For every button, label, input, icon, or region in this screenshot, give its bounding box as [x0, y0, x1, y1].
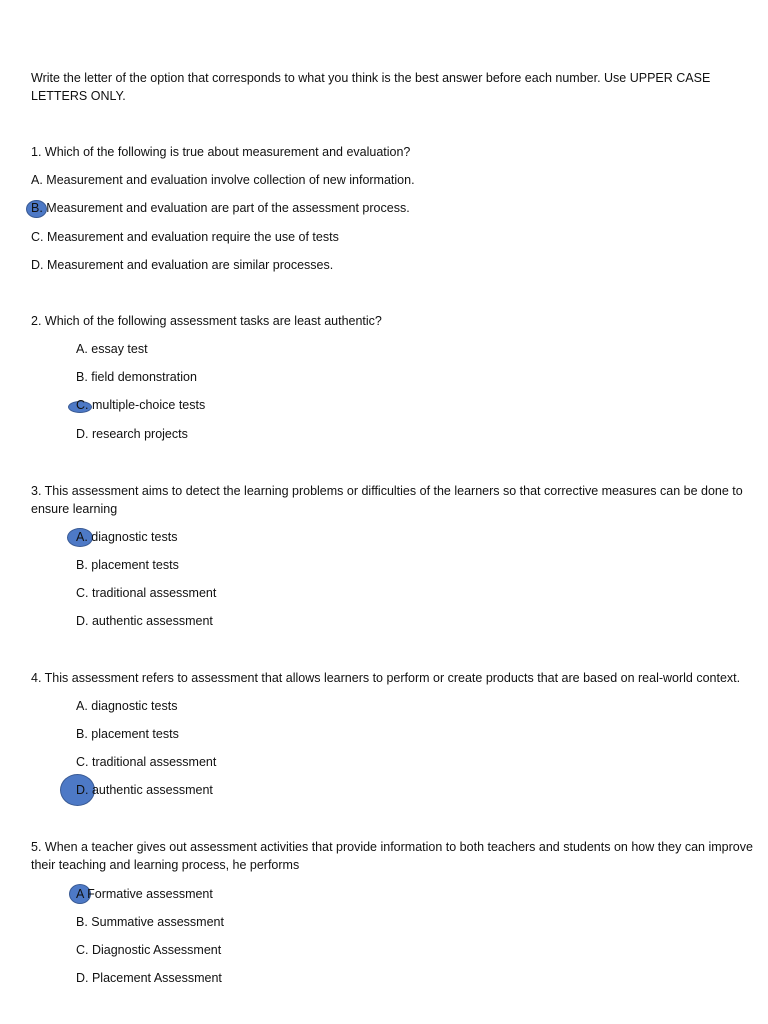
- option-text: Measurement and evaluation require the use of tests: [43, 230, 339, 244]
- q5-option-a: [76, 885, 213, 903]
- option-letter: D.: [76, 783, 89, 797]
- option-text: authentic assessment: [88, 614, 213, 628]
- q5-option-d: [76, 969, 222, 987]
- q4-option-b: [76, 725, 179, 743]
- question-5: 5. When a teacher gives out assessment activities that provide information to both teachers and students on how they can improve their teaching and learning process, he performs: [31, 840, 753, 872]
- option-text: diagnostic tests: [87, 530, 178, 544]
- option-letter: D.: [31, 258, 44, 272]
- option-letter: C.: [76, 586, 89, 600]
- option-text: placement tests: [87, 558, 179, 572]
- q4-option-d: [76, 781, 213, 799]
- option-text: traditional assessment: [88, 755, 217, 769]
- option-text: Diagnostic Assessment: [88, 943, 222, 957]
- option-letter: B.: [76, 558, 88, 572]
- q1-option-a: [31, 171, 415, 189]
- q2-option-b: [76, 368, 197, 386]
- option-letter: A.: [76, 530, 88, 544]
- option-text: research projects: [88, 427, 188, 441]
- option-letter: A.: [76, 699, 88, 713]
- option-letter: A.: [76, 342, 88, 356]
- option-letter: C.: [76, 755, 89, 769]
- option-letter: B.: [76, 727, 88, 741]
- q2-option-c: [76, 396, 205, 414]
- option-text: multiple-choice tests: [88, 398, 206, 412]
- option-text: placement tests: [87, 727, 179, 741]
- option-letter: B.: [31, 201, 43, 215]
- instructions-text: Write the letter of the option that corresponds to what you think is the best answer before each number. Use UPPER CASE LETTERS ONLY.: [31, 71, 711, 103]
- option-text: authentic assessment: [88, 783, 213, 797]
- option-letter: B.: [76, 915, 88, 929]
- q1-option-b: [31, 199, 410, 217]
- option-text: Measurement and evaluation are part of the assessment process.: [42, 201, 410, 215]
- option-letter: B.: [76, 370, 88, 384]
- option-letter: D.: [76, 614, 89, 628]
- option-text: Measurement and evaluation are similar processes.: [43, 258, 334, 272]
- q1-option-d: [31, 256, 333, 274]
- option-text: diagnostic tests: [87, 699, 178, 713]
- question-3: 3. This assessment aims to detect the learning problems or difficulties of the learners so that corrective measures can be done to ensure learning: [31, 484, 743, 516]
- option-text: Measurement and evaluation involve collection of new information.: [42, 173, 415, 187]
- option-text: field demonstration: [87, 370, 197, 384]
- q3-option-a: [76, 528, 177, 546]
- question-4: 4. This assessment refers to assessment that allows learners to perform or create products that are based on real-world context.: [31, 671, 741, 685]
- q5-option-c: [76, 941, 221, 959]
- option-letter: A.: [31, 173, 43, 187]
- option-letter: D.: [76, 971, 89, 985]
- option-letter: C.: [76, 943, 89, 957]
- q2-option-a: [76, 340, 148, 358]
- q3-option-c: [76, 584, 216, 602]
- q3-option-b: [76, 556, 179, 574]
- option-letter: A: [76, 887, 84, 901]
- q4-option-a: [76, 697, 177, 715]
- option-text: Summative assessment: [87, 915, 224, 929]
- option-text: essay test: [87, 342, 148, 356]
- option-letter: D.: [76, 427, 89, 441]
- q3-option-d: [76, 612, 213, 630]
- option-text: traditional assessment: [88, 586, 217, 600]
- option-text: Placement Assessment: [88, 971, 222, 985]
- option-letter: C.: [31, 230, 44, 244]
- question-2: 2. Which of the following assessment tasks are least authentic?: [31, 314, 382, 328]
- option-letter: C.: [76, 398, 89, 412]
- option-text: Formative assessment: [83, 887, 213, 901]
- question-1: 1. Which of the following is true about measurement and evaluation?: [31, 145, 411, 159]
- q5-option-b: [76, 913, 224, 931]
- q2-option-d: [76, 425, 188, 443]
- q1-option-c: [31, 228, 339, 246]
- q4-option-c: [76, 753, 216, 771]
